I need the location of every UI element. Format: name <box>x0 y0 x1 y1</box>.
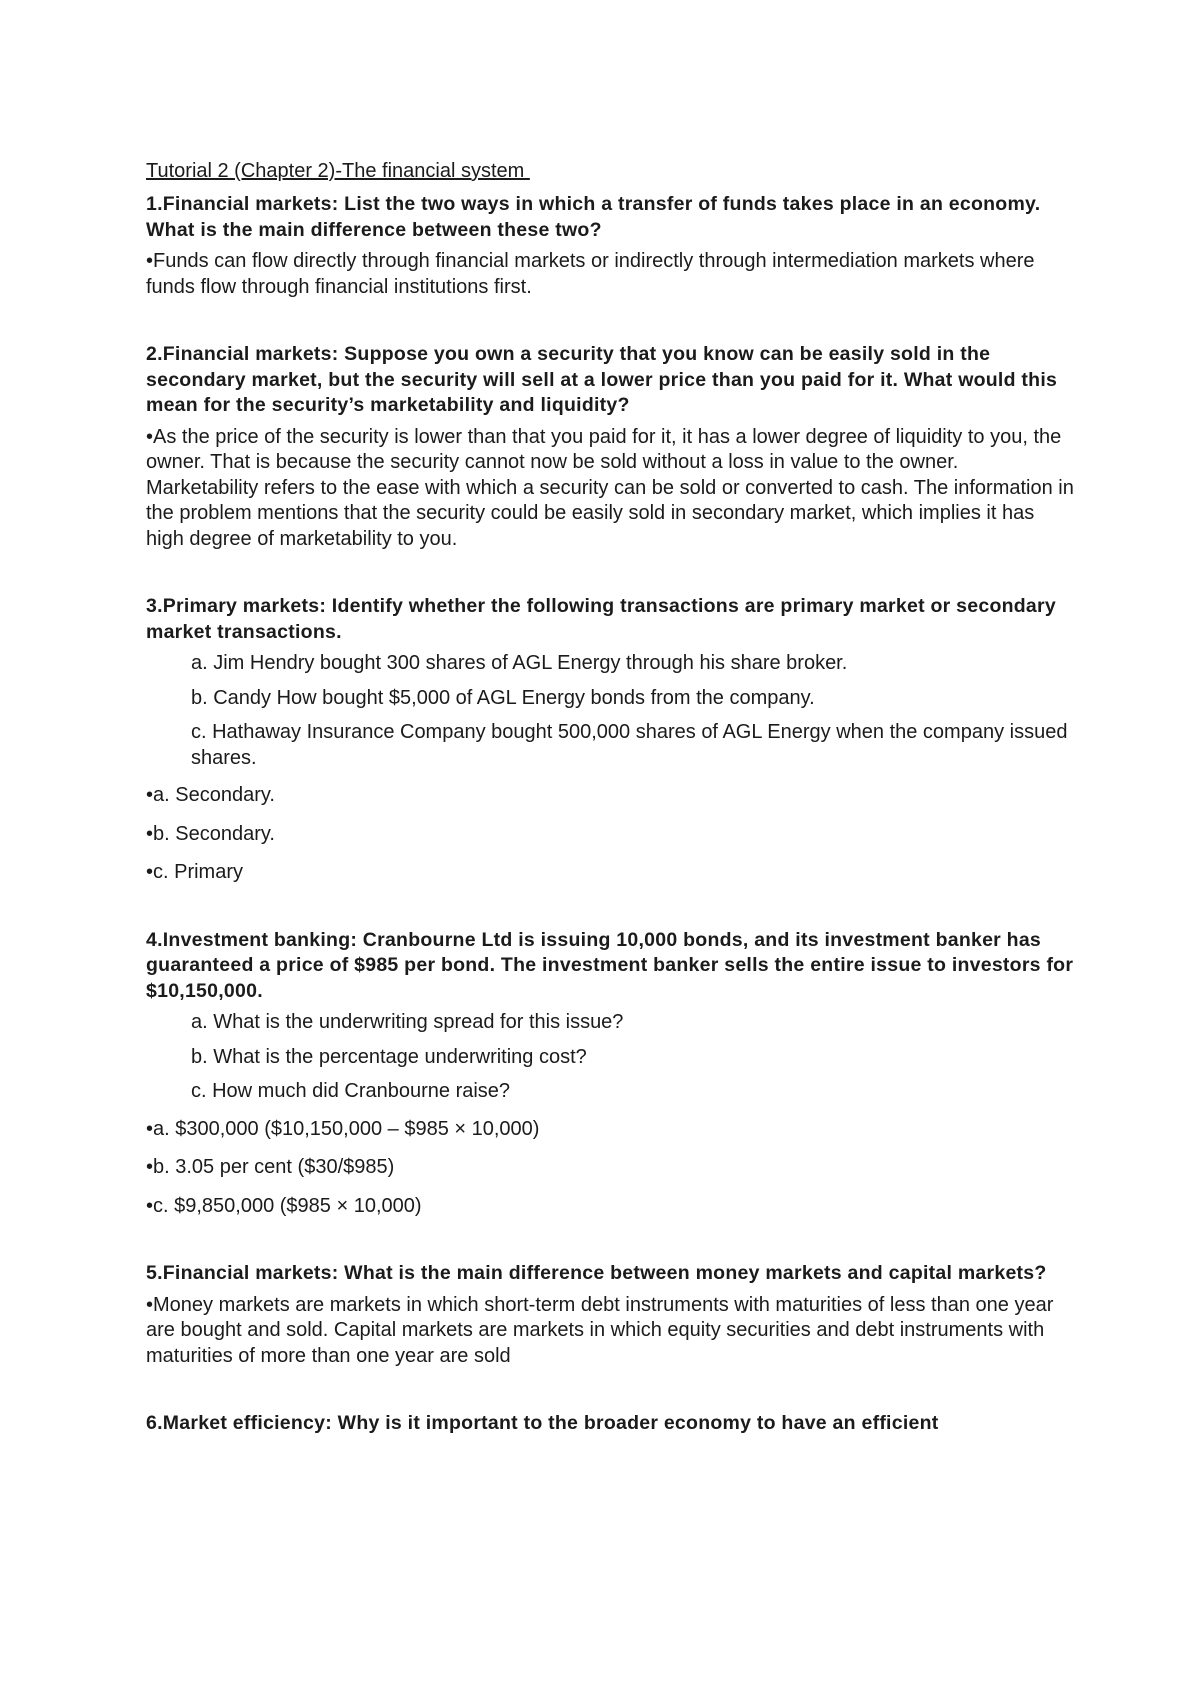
question-block-6 <box>146 1411 1076 1437</box>
question-block-1 <box>146 192 1076 300</box>
answer-2: •As the price of the security is lower than that you paid for it, it has a lower degree of liquidity to you, the owner. That is because the security cannot now be sold without a loss in value to the owner. Marketability refers to the ease with which a security can be sold or converted to cash. The information in the problem mentions that the security could be easily sold in secondary market, which implies it has high degree of marketability to you. <box>146 425 1074 550</box>
question-block-3 <box>146 594 1076 886</box>
question-4: 4.Investment banking: Cranbourne Ltd is issuing 10,000 bonds, and its investment banker has guaranteed a price of $985 per bond. The investment banker sells the entire issue to investors for $10,150,000. <box>146 928 1074 1002</box>
page-title: Tutorial 2 (Chapter 2)-The financial system <box>146 160 530 182</box>
question-6: 6.Market efficiency: Why is it important to the broader economy to have an efficient <box>146 1412 939 1434</box>
question-block-4 <box>146 928 1076 1220</box>
question-3: 3.Primary markets: Identify whether the following transactions are primary market or secondary market transactions. <box>146 595 1056 643</box>
question-5: 5.Financial markets: What is the main difference between money markets and capital markets? <box>146 1262 1047 1284</box>
question-1: 1.Financial markets: List the two ways in which a transfer of funds takes place in an economy. What is the main difference between these two? <box>146 193 1041 241</box>
question-block-5 <box>146 1261 1076 1369</box>
question-2: 2.Financial markets: Suppose you own a security that you know can be easily sold in the secondary market, but the security will sell at a lower price than you paid for it. What would this mean for the security’s marketability and liquidity? <box>146 343 1058 416</box>
answers-3 <box>146 783 1076 886</box>
answer-4-b: •b. 3.05 per cent ($30/$985) <box>146 1156 395 1178</box>
question-4-item-a: a. What is the underwriting spread for this issue? <box>191 1011 624 1033</box>
answers-4 <box>146 1117 1076 1220</box>
question-3-item-c: c. Hathaway Insurance Company bought 500,000 shares of AGL Energy when the company issued shares. <box>191 721 1068 769</box>
answer-4-a: •a. $300,000 ($10,150,000 – $985 × 10,000) <box>146 1117 540 1140</box>
answer-3-a: •a. Secondary. <box>146 784 275 806</box>
question-3-item-b: b. Candy How bought $5,000 of AGL Energy bonds from the company. <box>191 686 815 709</box>
question-block-2 <box>146 342 1076 552</box>
answer-3-c: •c. Primary <box>146 861 244 883</box>
question-4-item-c: c. How much did Cranbourne raise? <box>191 1080 511 1102</box>
answer-5: •Money markets are markets in which short-term debt instruments with maturities of less than one year are bought and sold. Capital markets are markets in which equity securities and debt instruments with maturities of more than one year are sold <box>146 1293 1054 1367</box>
answer-3-b: •b. Secondary. <box>146 822 275 845</box>
question-4-item-b: b. What is the percentage underwriting cost? <box>191 1045 587 1068</box>
answer-1: •Funds can flow directly through financial markets or indirectly through intermediation markets where funds flow through financial institutions first. <box>146 250 1035 298</box>
question-3-item-a: a. Jim Hendry bought 300 shares of AGL Energy through his share broker. <box>191 652 848 674</box>
answer-4-c: •c. $9,850,000 ($985 × 10,000) <box>146 1194 422 1217</box>
document-content <box>146 158 1076 1479</box>
